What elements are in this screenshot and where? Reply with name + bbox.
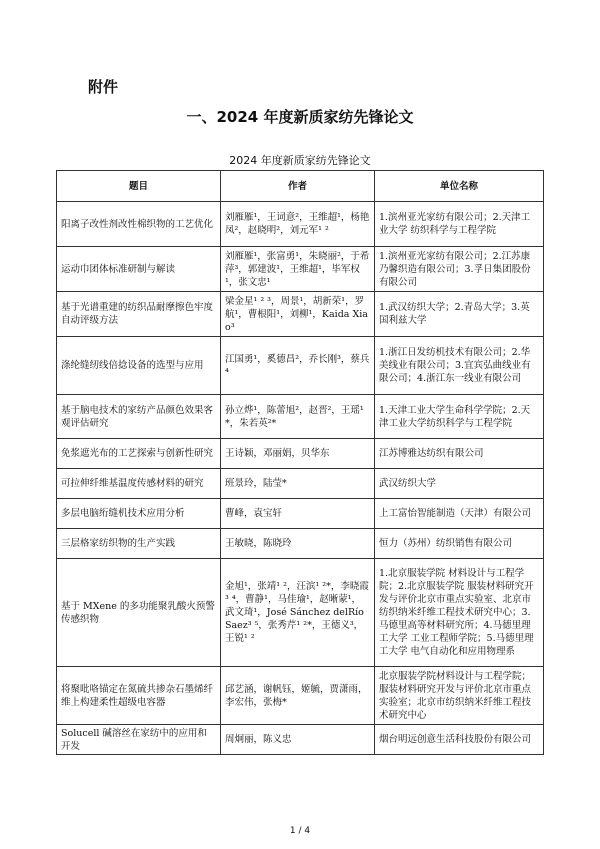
cell-units: 1.天津工业大学生命科学学院；2.天津工业大学纺织科学与工程学院 bbox=[375, 395, 544, 439]
cell-title: Solucell 碱溶丝在家纺中的应用和开发 bbox=[57, 725, 221, 755]
cell-title: 多层电脑绗缝机技术应用分析 bbox=[57, 499, 221, 529]
table-row bbox=[57, 247, 544, 292]
cell-title: 基于 MXene 的多功能聚乳酸火预警传感织物 bbox=[57, 559, 221, 667]
table-row bbox=[57, 667, 544, 725]
cell-authors: 曹峰，袁宝轩 bbox=[221, 499, 375, 529]
table-row bbox=[57, 337, 544, 395]
cell-authors: 班景玲，陆莹* bbox=[221, 469, 375, 499]
table-row bbox=[57, 439, 544, 469]
cell-units: 上工富怡智能制造（天津）有限公司 bbox=[375, 499, 544, 529]
table-row bbox=[57, 469, 544, 499]
papers-table bbox=[56, 170, 544, 755]
column-header-units: 单位名称 bbox=[375, 171, 544, 202]
cell-title: 三层格家纺织物的生产实践 bbox=[57, 529, 221, 559]
cell-units: 1.滨州亚光家纺有限公司；2.天津工业大学 纺织科学与工程学院 bbox=[375, 202, 544, 247]
page-number: 1 / 4 bbox=[289, 826, 311, 836]
cell-title: 阳离子改性剂改性棉织物的工艺优化 bbox=[57, 202, 221, 247]
table-row bbox=[57, 725, 544, 755]
cell-authors: 金旭¹，张靖¹ ²，汪滨¹ ²*，李晓霞³ ⁴，曹静¹，马佳瑜¹，赵晰蒙¹，武文琦¹，José Sánchez delRío Saez³ ⁵，张秀芹¹ ²*，王德义³，王锐¹ ² bbox=[221, 559, 375, 667]
cell-authors: 江国勇¹，奚德昌²，乔长刚³，蔡兵⁴ bbox=[221, 337, 375, 395]
table-row bbox=[57, 292, 544, 337]
table-row bbox=[57, 499, 544, 529]
cell-authors: 邱艺涵，谢帆钰，姬毓，贾潇雨，李宏伟，张梅* bbox=[221, 667, 375, 725]
cell-authors: 周炯丽，陈义忠 bbox=[221, 725, 375, 755]
cell-title: 免浆遮光布的工艺探索与创新性研究 bbox=[57, 439, 221, 469]
cell-authors: 刘雁雁¹，张富勇¹，朱晓丽²，于希萍³，郭建波¹，王维超¹，毕军权¹，张文忠¹ bbox=[221, 247, 375, 292]
column-header-title: 题目 bbox=[57, 171, 221, 202]
cell-title: 基于脑电技术的家纺产品颜色效果客观评估研究 bbox=[57, 395, 221, 439]
cell-title: 运动巾团体标准研制与解读 bbox=[57, 247, 221, 292]
cell-authors: 孙立烨¹，陈蕾旭²，赵晋²，王瑶¹*，朱若英²* bbox=[221, 395, 375, 439]
table-row bbox=[57, 202, 544, 247]
cell-units: 1.浙江日发纺机技术有限公司；2.华美线业有限公司；3.宜宾弘曲线业有限公司；4.浙江东一线业有限公司 bbox=[375, 337, 544, 395]
cell-units: 恒力（苏州）纺织销售有限公司 bbox=[375, 529, 544, 559]
attachment-label: 附件 bbox=[88, 78, 119, 96]
cell-title: 涤纶缝纫线倍捻设备的选型与应用 bbox=[57, 337, 221, 395]
cell-units: 1.滨州亚光家纺有限公司；2.江苏康乃馨织造有限公司；3.孚日集团股份有限公司 bbox=[375, 247, 544, 292]
section-heading: 一、2024 年度新质家纺先锋论文 bbox=[186, 108, 414, 126]
cell-authors: 王诗颖，邓丽娟，贝华东 bbox=[221, 439, 375, 469]
cell-units: 北京服装学院材料设计与工程学院；服装材料研究开发与评价北京市重点实验室；北京市纺织纳米纤维工程技术研究中心 bbox=[375, 667, 544, 725]
cell-units: 1.武汉纺织大学；2.青岛大学；3.英国利兹大学 bbox=[375, 292, 544, 337]
cell-units: 烟台明远创意生活科技股份有限公司 bbox=[375, 725, 544, 755]
cell-authors: 刘雁雁¹，王词意²，王维超¹，杨艳凤²，赵晓明²，刘元军¹ ² bbox=[221, 202, 375, 247]
cell-units: 1.北京服装学院 材料设计与工程学院；2.北京服装学院 服装材料研究开发与评价北京市重点实验室、北京市纺织纳米纤维工程技术研究中心；3.马德里高等材料研究所；4.马德里理工大学 工业工程师学院；5.马德里理工大学 电气自动化和应用物理系 bbox=[375, 559, 544, 667]
cell-units: 江苏博雅达纺织有限公司 bbox=[375, 439, 544, 469]
table-row bbox=[57, 529, 544, 559]
table-row bbox=[57, 395, 544, 439]
cell-title: 可拉伸纤维基温度传感材料的研究 bbox=[57, 469, 221, 499]
cell-title: 将聚吡咯锚定在氮硫共掺杂石墨烯纤维上构建柔性超级电容器 bbox=[57, 667, 221, 725]
table-caption: 2024 年度新质家纺先锋论文 bbox=[229, 154, 371, 167]
cell-authors: 王敏晓，陈晓玲 bbox=[221, 529, 375, 559]
column-header-authors: 作者 bbox=[221, 171, 375, 202]
table-header-row bbox=[57, 171, 544, 202]
cell-title: 基于光谱重建的纺织品耐摩擦色牢度自动评级方法 bbox=[57, 292, 221, 337]
cell-authors: 梁金星¹ ² ³，周景¹，胡新荣¹，罗航¹，曹根阳¹，刘柳¹，Kaida Xiao³ bbox=[221, 292, 375, 337]
table-row bbox=[57, 559, 544, 667]
cell-units: 武汉纺织大学 bbox=[375, 469, 544, 499]
